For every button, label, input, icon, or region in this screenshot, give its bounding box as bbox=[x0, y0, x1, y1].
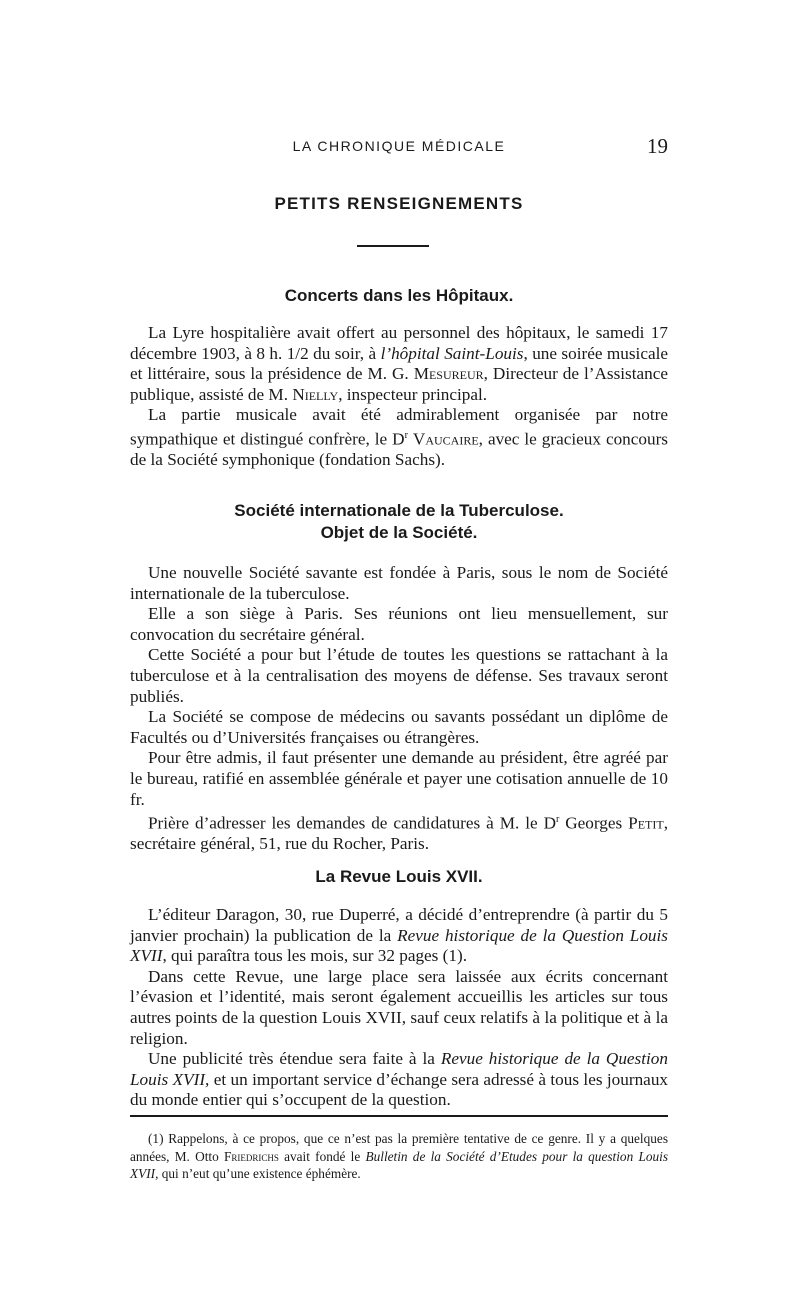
section-heading-tuberculose bbox=[130, 500, 668, 544]
paragraph: La Société se compose de médecins ou savants possédant un diplôme de Facultés ou d’Universités françaises ou étrangères. bbox=[130, 707, 668, 747]
footnote-divider bbox=[130, 1115, 668, 1117]
heading-line: Objet de la Société. bbox=[320, 523, 478, 542]
page-title: PETITS RENSEIGNEMENTS bbox=[274, 194, 524, 213]
paragraph: Dans cette Revue, une large place sera laissée aux écrits concernant l’évasion et l’identité, mais seront également accueillis les articles sur tous autres points de la question Louis XVII, sauf ceux relatifs à la politique et à la religion. bbox=[130, 966, 668, 1048]
footnote: (1) Rappelons, à ce propos, que ce n’est pas la première tentative de ce genre. Il y a quelques années, M. Otto Friedrichs avait fondé le Bulletin de la Société d’Etudes pour la question Louis XVII, qui n’eut qu’une existence éphémère. bbox=[130, 1131, 669, 1181]
running-head bbox=[130, 136, 668, 160]
section-heading-concerts: Concerts dans les Hôpitaux. bbox=[284, 286, 514, 305]
paragraph: La Lyre hospitalière avait offert au personnel des hôpitaux, le samedi 17 décembre 1903, à 8 h. 1/2 du soir, à l’hôpital Saint-Louis, une soirée musicale et littéraire, sous la présidence de M. G. Mesureur, Directeur de l’Assistance publique, assisté de M. Nielly, inspecteur principal. bbox=[130, 323, 668, 404]
section-heading-louis-xvii: La Revue Louis XVII. bbox=[315, 867, 483, 886]
heading-line: Société internationale de la Tuberculose. bbox=[234, 501, 564, 520]
running-title: LA CHRONIQUE MÉDICALE bbox=[292, 138, 506, 154]
paragraph: Cette Société a pour but l’étude de toutes les questions se rattachant à la tuberculose et à la centralisation des moyens de défense. Ses travaux seront publiés. bbox=[130, 645, 668, 706]
paragraph: La partie musicale avait été admirablement organisée par notre sympathique et distingué confrère, le $D^r$ Vaucaire, avec le gracieux concours de la Société symphonique (fondation Sachs). bbox=[130, 405, 668, 470]
paragraph: Une nouvelle Société savante est fondée à Paris, sous le nom de Société internationale de la tuberculose. bbox=[130, 563, 668, 603]
paragraph: Une publicité très étendue sera faite à la Revue historique de la Question Louis XVII, et un important service d’échange sera adressé à tous les journaux du monde entier qui s’occupent de la question. bbox=[130, 1049, 669, 1110]
title-divider bbox=[357, 245, 429, 247]
section-body-louis-xvii bbox=[130, 905, 668, 1111]
page-number: 19 bbox=[647, 134, 668, 158]
section-body-concerts bbox=[130, 323, 668, 471]
paragraph: L’éditeur Daragon, 30, rue Duperré, a décidé d’entreprendre (à partir du 5 janvier prochain) la publication de la Revue historique de la Question Louis XVII, qui paraîtra tous les mois, sur 32 pages (1). bbox=[130, 905, 668, 966]
paragraph: Elle a son siège à Paris. Ses réunions ont lieu mensuellement, sur convocation du secrétaire général. bbox=[130, 604, 668, 644]
paragraph: Pour être admis, il faut présenter une demande au président, être agréé par le bureau, ratifié en assemblée générale et payer une cotisation annuelle de 10 fr. bbox=[130, 748, 668, 809]
section-body-tuberculose bbox=[130, 563, 668, 855]
paragraph: Prière d’adresser les demandes de candidatures à M. le $D^r$ Georges Petit, secrétaire général, 51, rue du Rocher, Paris. bbox=[130, 813, 668, 854]
